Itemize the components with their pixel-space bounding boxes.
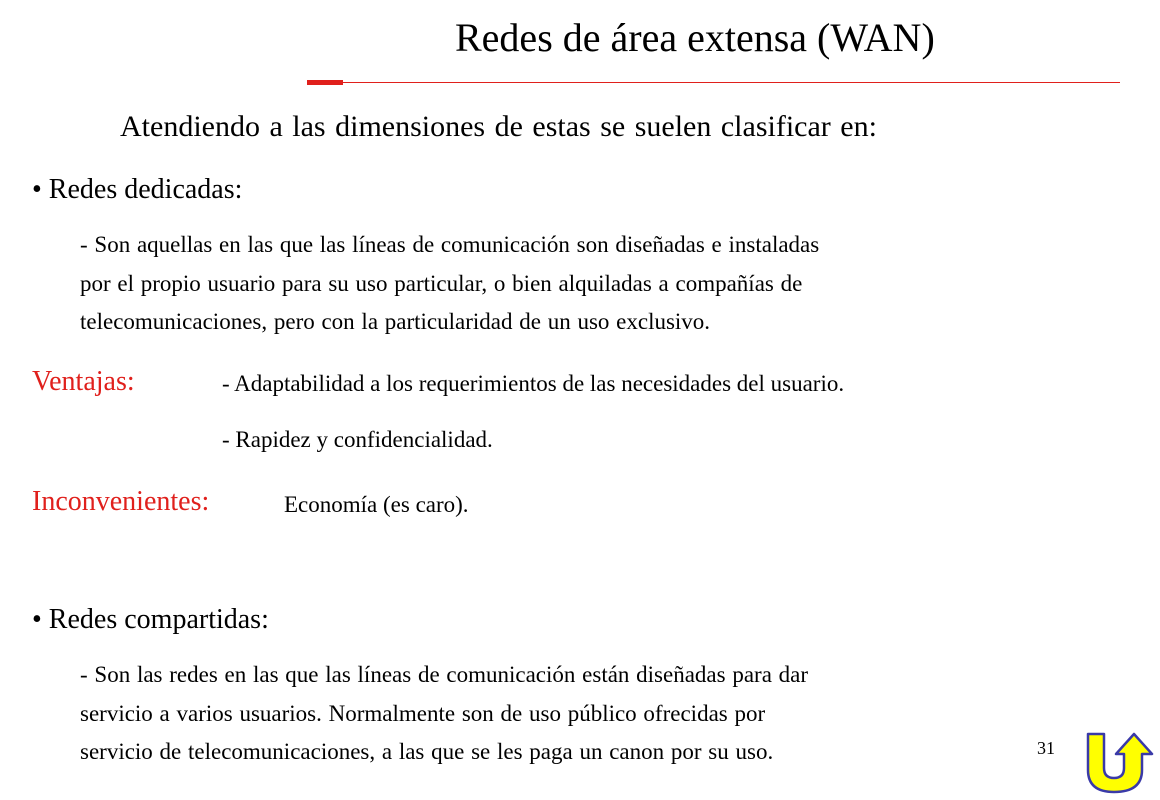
- return-arrow-icon[interactable]: [1084, 732, 1156, 794]
- advantage-item-1: - Adaptabilidad a los requerimientos de las necesidades del usuario.: [222, 371, 845, 396]
- return-arrow-icon-graphic: [1084, 732, 1156, 794]
- slide-title: Redes de área extensa (WAN): [455, 15, 935, 60]
- shared-line-2: servicio a varios usuarios. Normalmente son de uso público ofrecidas por: [80, 700, 766, 726]
- advantage-item-2: - Rapidez y confidencialidad.: [222, 427, 493, 452]
- dedicated-networks-heading: • Redes dedicadas:: [32, 174, 243, 205]
- dedicated-line-1: - Son aquellas en las que las líneas de comunicación son diseñadas e instaladas: [80, 232, 820, 257]
- dedicated-networks-description: [80, 226, 819, 342]
- title-underline-accent: [307, 80, 343, 85]
- dedicated-line-2: por el propio usuario para su uso particular, o bien alquiladas a compañías de: [80, 270, 803, 296]
- disadvantages-label: Inconvenientes:: [32, 486, 210, 517]
- shared-networks-description: [80, 656, 808, 772]
- title-underline: [307, 82, 1120, 83]
- advantages-label: Ventajas:: [32, 366, 135, 397]
- disadvantages-text: Economía (es caro).: [284, 492, 469, 517]
- shared-line-3: servicio de telecomunicaciones, a las que se les paga un canon por su uso.: [80, 739, 774, 764]
- dedicated-line-3: telecomunicaciones, pero con la particularidad de un uso exclusivo.: [80, 309, 711, 334]
- shared-networks-heading: • Redes compartidas:: [32, 604, 269, 635]
- page-number: 31: [1037, 738, 1055, 758]
- shared-line-1: - Son las redes en las que las líneas de comunicación están diseñadas para dar: [80, 662, 809, 687]
- intro-text: Atendiendo a las dimensiones de estas se suelen clasificar en:: [120, 110, 877, 143]
